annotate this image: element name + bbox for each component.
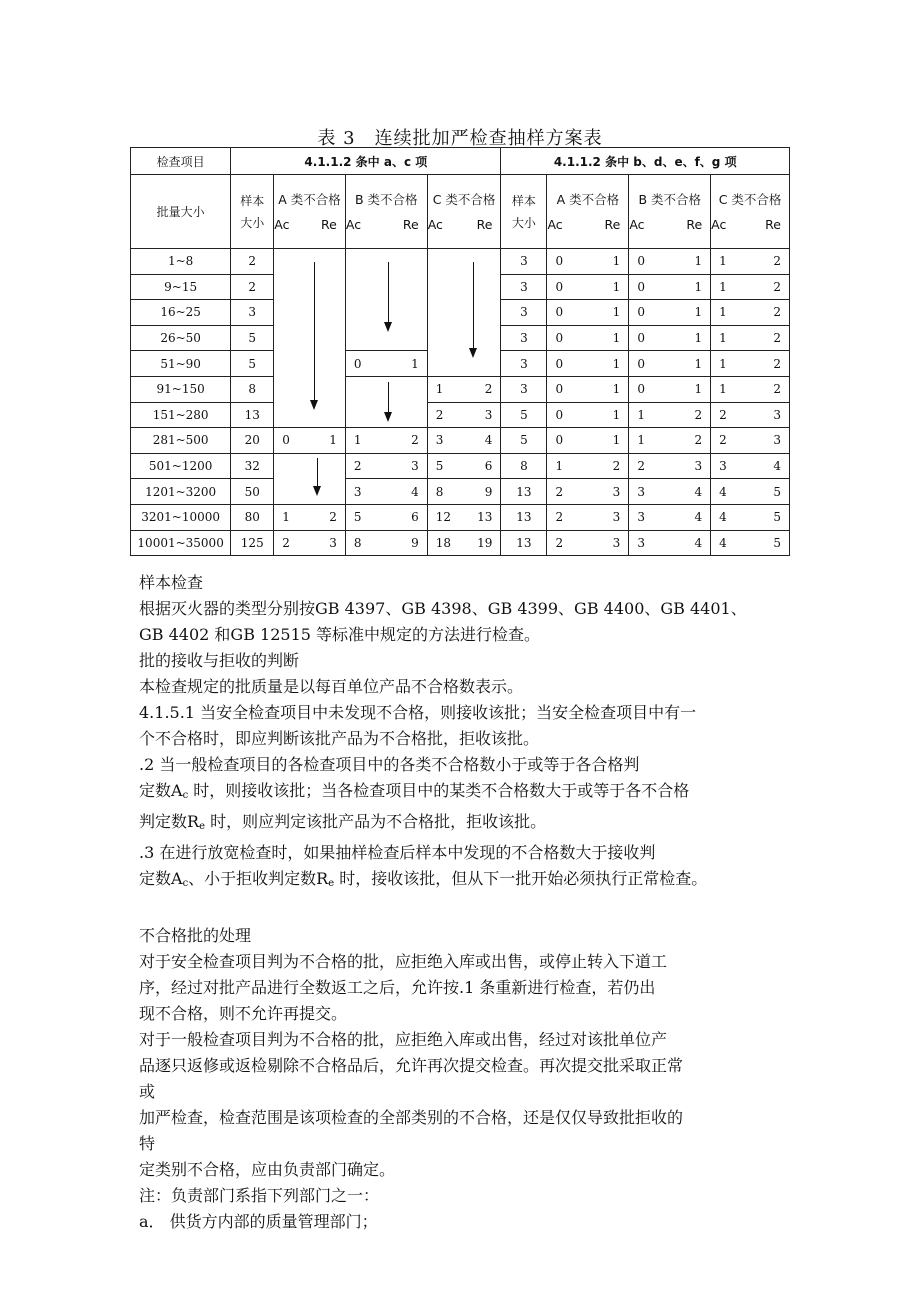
table-cell: 125: [231, 530, 274, 556]
header-class-a: A 类不合格 Ac Re: [274, 175, 346, 249]
table-cell: 3: [231, 300, 274, 326]
ac-re-cell: 3 4: [345, 479, 427, 505]
ac-re-cell: 4 5: [711, 504, 790, 530]
ac-re-cell: 0 1: [629, 351, 711, 377]
ac-re-cell: 1 2: [547, 453, 629, 479]
table-cell: 2: [231, 249, 274, 275]
header-class-c-2: C 类不合格 Ac Re: [711, 175, 790, 249]
ac-re-cell: 1 2: [711, 376, 790, 402]
ac-re-cell: [274, 325, 346, 351]
ac-re-cell: [427, 274, 501, 300]
ac-re-cell: [274, 274, 346, 300]
ac-re-cell: 1 2: [711, 274, 790, 300]
header-sample-size-2: 样本大小: [501, 175, 547, 249]
ac-re-cell: 0 1: [629, 274, 711, 300]
header-class-b: B 类不合格 Ac Re: [345, 175, 427, 249]
header-class-b-2: B 类不合格 Ac Re: [629, 175, 711, 249]
ac-re-cell: 2 3: [711, 428, 790, 454]
table-row: [131, 453, 790, 479]
table-cell: 3: [501, 274, 547, 300]
ac-re-cell: [274, 453, 346, 479]
ac-re-cell: [427, 300, 501, 326]
ac-re-cell: 0 1: [629, 300, 711, 326]
ac-re-cell: [274, 249, 346, 275]
ac-re-cell: 1 2: [427, 376, 501, 402]
ac-re-cell: 0 1: [629, 325, 711, 351]
table-cell: 26~50: [131, 325, 231, 351]
ac-re-cell: 18 19: [427, 530, 501, 556]
ac-re-cell: [427, 249, 501, 275]
ac-re-cell: 1 2: [629, 402, 711, 428]
table-cell: 281~500: [131, 428, 231, 454]
table-cell: 2: [231, 274, 274, 300]
ac-re-cell: 1 2: [711, 325, 790, 351]
table-cell: 1~8: [131, 249, 231, 275]
ac-re-cell: 2 3: [711, 402, 790, 428]
ac-re-cell: 0 1: [629, 249, 711, 275]
ac-re-cell: 2 3: [547, 479, 629, 505]
table-cell: 3: [501, 351, 547, 377]
ac-re-cell: 3 4: [629, 504, 711, 530]
table-cell: 3: [501, 300, 547, 326]
ac-re-cell: 3 4: [629, 479, 711, 505]
table-cell: 1201~3200: [131, 479, 231, 505]
ac-re-cell: [274, 376, 346, 402]
table-title: 表 3 连续批加严检查抽样方案表: [317, 128, 603, 149]
ac-re-cell: 0 1: [629, 376, 711, 402]
ac-re-cell: 5 6: [345, 504, 427, 530]
header-class-c: C 类不合格 Ac Re: [427, 175, 501, 249]
ac-re-cell: 5 6: [427, 453, 501, 479]
table-cell: 151~280: [131, 402, 231, 428]
ac-re-cell: 0 1: [547, 351, 629, 377]
table-cell: 13: [501, 530, 547, 556]
ac-re-cell: 0 1: [274, 428, 346, 454]
ac-re-cell: 0 1: [345, 351, 427, 377]
table-cell: 3: [501, 325, 547, 351]
header-inspect-item: 检查项目: [131, 148, 231, 175]
table-row: [131, 376, 790, 402]
table-cell: 32: [231, 453, 274, 479]
ac-re-cell: [427, 325, 501, 351]
ac-re-cell: 0 1: [547, 249, 629, 275]
ac-re-cell: 4 5: [711, 479, 790, 505]
table-cell: 5: [501, 428, 547, 454]
ac-re-cell: 1 2: [711, 351, 790, 377]
table-cell: 3: [501, 249, 547, 275]
ac-re-cell: 0 1: [547, 300, 629, 326]
ac-re-cell: 1 2: [274, 504, 346, 530]
ac-re-cell: 0 1: [547, 325, 629, 351]
table-cell: 5: [231, 325, 274, 351]
table-cell: 3201~10000: [131, 504, 231, 530]
ac-re-cell: 2 3: [547, 504, 629, 530]
table-cell: 13: [231, 402, 274, 428]
header-sample-size: 样本大小: [231, 175, 274, 249]
table-cell: 5: [231, 351, 274, 377]
ac-re-cell: 3 4: [711, 453, 790, 479]
ac-re-cell: 3 4: [629, 530, 711, 556]
table-row: [131, 504, 790, 530]
ac-re-cell: [345, 249, 427, 275]
header-class-a-2: A 类不合格 Ac Re: [547, 175, 629, 249]
table-row: [131, 249, 790, 275]
ac-re-cell: 1 2: [711, 249, 790, 275]
ac-re-cell: [274, 300, 346, 326]
table-row: [131, 530, 790, 556]
ac-re-cell: 0 1: [547, 402, 629, 428]
table-row: [131, 402, 790, 428]
table-row: [131, 479, 790, 505]
ac-re-cell: 4 5: [711, 530, 790, 556]
ac-re-cell: [427, 351, 501, 377]
table-cell: 13: [501, 479, 547, 505]
ac-re-cell: 8 9: [427, 479, 501, 505]
ac-re-cell: 3 4: [427, 428, 501, 454]
table-row: [131, 428, 790, 454]
table-cell: 3: [501, 376, 547, 402]
header-lot-size: 批量大小: [131, 175, 231, 249]
ac-re-cell: 2 3: [629, 453, 711, 479]
ac-re-cell: 12 13: [427, 504, 501, 530]
table-cell: 91~150: [131, 376, 231, 402]
header-group-bdefg: 4.1.1.2 条中 b、d、e、f、g 项: [501, 148, 790, 175]
body-text: 样本检查 根据灭火器的类型分别按GB 4397、GB 4398、GB 4399、GB 4400、GB 4401、 GB 4402 和GB 12515 等标准中规定的方法进行检查。 批的接收与拒收的判断 本检查规定的批质量是以每百单位产品不合格数表示。 4.1.5.1 当安全检查项目中未发现不合格，则接收该批；当安全检查项目中有一 个不合格时，即应判断该批产品为不合格批，拒收该批。 .2 当一般检查项目的各检查项目中的各类不合格数小于或等于各合格判 定数Ac 时，则接收该批；当各检查项目中的某类不合格数大于或等于各不合格 判定数Re 时，则应判定该批产品为不合格批，拒收该批。 .3 在进行放宽检查时，如果抽样检查后样本中发现的不合格数大于接收判 定数Ac、小于拒收判定数Re 时，接收该批，但从下一批开始必须执行正常检查。 不合格批的处理 对于安全检查项目判为不合格的批，应拒绝入库或出售，或停止转入下道工 序，经过对批产品进行全数返工之后，允许按.1 条重新进行检查，若仍出 现不合格，则不允许再提交。 对于一般检查项目判为不合格的批，应拒绝入库或出售，经过对该批单位产 品逐只返修或返检剔除不合格品后，允许再次提交检查。再次提交批采取正常 或 加严检查，检查范围是该项检查的全部类别的不合格，还是仅仅导致批拒收的 特 定类别不合格，应由负责部门确定。 注：负责部门系指下列部门之一： a． 供货方内部的质量管理部门；: [139, 573, 747, 1231]
table-row: [131, 274, 790, 300]
ac-re-cell: 8 9: [345, 530, 427, 556]
table-cell: 51~90: [131, 351, 231, 377]
ac-re-cell: 2 3: [274, 530, 346, 556]
table-cell: 8: [231, 376, 274, 402]
ac-re-cell: 1 2: [629, 428, 711, 454]
header-group-ac: 4.1.1.2 条中 a、c 项: [231, 148, 501, 175]
table-cell: 20: [231, 428, 274, 454]
table-cell: 16~25: [131, 300, 231, 326]
ac-re-cell: [274, 351, 346, 377]
ac-re-cell: [345, 376, 427, 402]
table-cell: 8: [501, 453, 547, 479]
table-row: [131, 300, 790, 326]
table-cell: 13: [501, 504, 547, 530]
ac-re-cell: 1 2: [345, 428, 427, 454]
ac-re-cell: 0 1: [547, 376, 629, 402]
ac-re-cell: 1 2: [711, 300, 790, 326]
table-row: [131, 351, 790, 377]
table-cell: 501~1200: [131, 453, 231, 479]
table-cell: 50: [231, 479, 274, 505]
table-cell: 10001~35000: [131, 530, 231, 556]
table-row: [131, 325, 790, 351]
table-cell: 9~15: [131, 274, 231, 300]
ac-re-cell: 2 3: [547, 530, 629, 556]
sampling-plan-table: [130, 147, 790, 556]
table-cell: 80: [231, 504, 274, 530]
ac-re-cell: 2 3: [427, 402, 501, 428]
ac-re-cell: [345, 274, 427, 300]
table-cell: 5: [501, 402, 547, 428]
ac-re-cell: [274, 479, 346, 505]
ac-re-cell: 2 3: [345, 453, 427, 479]
ac-re-cell: 0 1: [547, 428, 629, 454]
ac-re-cell: 0 1: [547, 274, 629, 300]
